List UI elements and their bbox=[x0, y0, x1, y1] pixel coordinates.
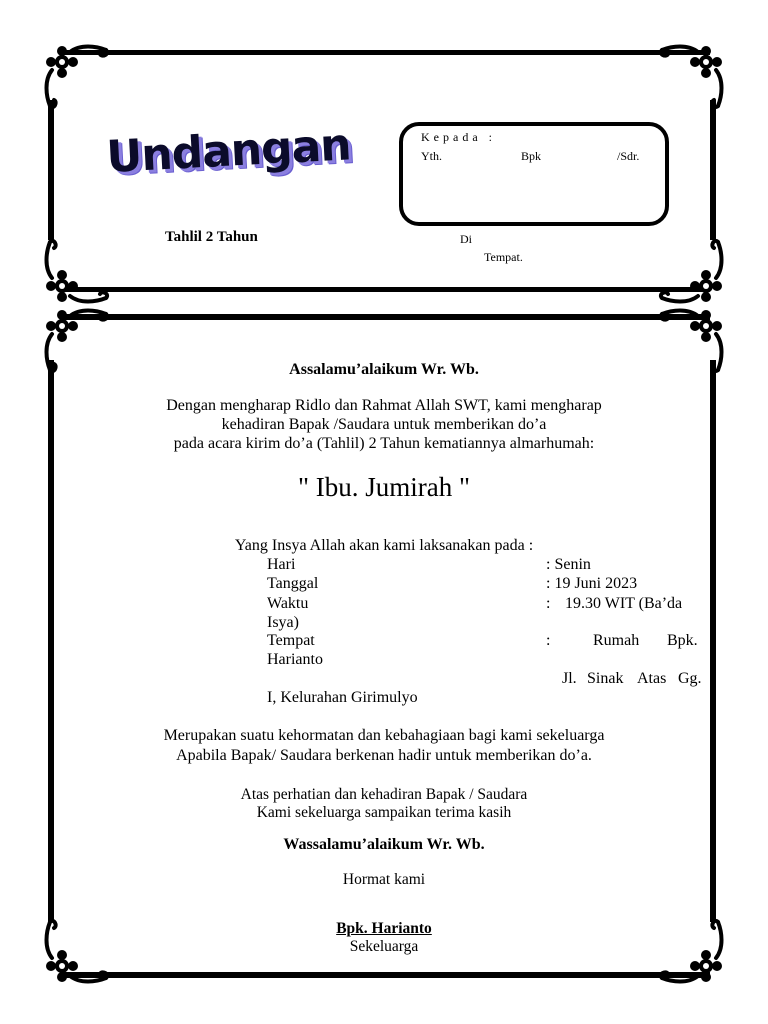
tempat-cont: Harianto bbox=[267, 651, 323, 668]
closing-line-1: Merupakan suatu kehormatan dan kebahagiaan bagi kami sekeluarga bbox=[163, 727, 605, 744]
main-frame-bottom bbox=[64, 972, 710, 978]
tanggal-value: : 19 Juni 2023 bbox=[546, 575, 638, 592]
recipient-bpk: Bpk bbox=[521, 149, 542, 163]
corner-ornament-icon bbox=[40, 234, 114, 308]
alamat-cont: I, Kelurahan Girimulyo bbox=[267, 689, 418, 706]
tempat-value-1: Rumah bbox=[593, 632, 640, 649]
alamat-word-4: Gg. bbox=[678, 670, 702, 687]
waktu-value: 19.30 WIT (Ba’da bbox=[565, 595, 683, 612]
recipient-yth: Yth. bbox=[421, 149, 442, 163]
alamat-word-2: Sinak bbox=[587, 670, 624, 687]
location-tempat: Tempat. bbox=[484, 250, 523, 264]
deceased-name: " Ibu. Jumirah " bbox=[297, 472, 471, 502]
event-subtitle: Tahlil 2 Tahun bbox=[165, 229, 258, 245]
main-frame-right bbox=[710, 360, 716, 922]
alamat-word-1: Jl. bbox=[562, 670, 577, 687]
recipient-sdr: /Sdr. bbox=[617, 149, 640, 163]
waktu-colon: : bbox=[546, 595, 551, 612]
header-frame-right bbox=[710, 100, 716, 240]
intro-line-2: kehadiran Bapak /Saudara untuk memberikan do’a bbox=[221, 416, 547, 433]
tempat-colon: : bbox=[546, 632, 551, 649]
main-frame-top bbox=[64, 314, 710, 320]
tempat-value-2: Bpk. bbox=[667, 632, 698, 649]
tempat-label: Tempat bbox=[267, 632, 315, 649]
schedule-intro: Yang Insya Allah akan kami laksanakan pada : bbox=[234, 537, 534, 554]
signer-name: Bpk. Harianto bbox=[336, 920, 432, 937]
closing-line-2: Apabila Bapak/ Saudara berkenan hadir untuk memberikan do’a. bbox=[176, 747, 592, 764]
thanks-line-2: Kami sekeluarga sampaikan terima kasih bbox=[256, 804, 512, 821]
hari-label: Hari bbox=[267, 556, 296, 573]
thanks-line-1: Atas perhatian dan kehadiran Bapak / Saudara bbox=[240, 786, 528, 803]
corner-ornament-icon bbox=[654, 40, 728, 114]
main-frame-left bbox=[48, 360, 54, 922]
regards: Hormat kami bbox=[342, 871, 426, 888]
header-frame-left bbox=[48, 100, 54, 240]
hari-value: : Senin bbox=[546, 556, 591, 573]
invitation-title: Undangan bbox=[105, 119, 352, 183]
recipient-label: Kepada : bbox=[421, 130, 496, 144]
alamat-word-3: Atas bbox=[637, 670, 667, 687]
corner-ornament-icon bbox=[40, 40, 114, 114]
intro-line-1: Dengan mengharap Ridlo dan Rahmat Allah SWT, kami mengharap bbox=[166, 397, 602, 414]
intro-line-3: pada acara kirim do’a (Tahlil) 2 Tahun kematiannya almarhumah: bbox=[173, 435, 595, 452]
waktu-cont: Isya) bbox=[267, 614, 299, 631]
farewell: Wassalamu’alaikum Wr. Wb. bbox=[283, 836, 485, 853]
corner-ornament-icon bbox=[654, 234, 728, 308]
waktu-label: Waktu bbox=[267, 595, 309, 612]
signer-family: Sekeluarga bbox=[349, 938, 419, 955]
location-di: Di bbox=[460, 232, 472, 246]
tanggal-label: Tanggal bbox=[267, 575, 319, 592]
greeting: Assalamu’alaikum Wr. Wb. bbox=[289, 361, 479, 378]
